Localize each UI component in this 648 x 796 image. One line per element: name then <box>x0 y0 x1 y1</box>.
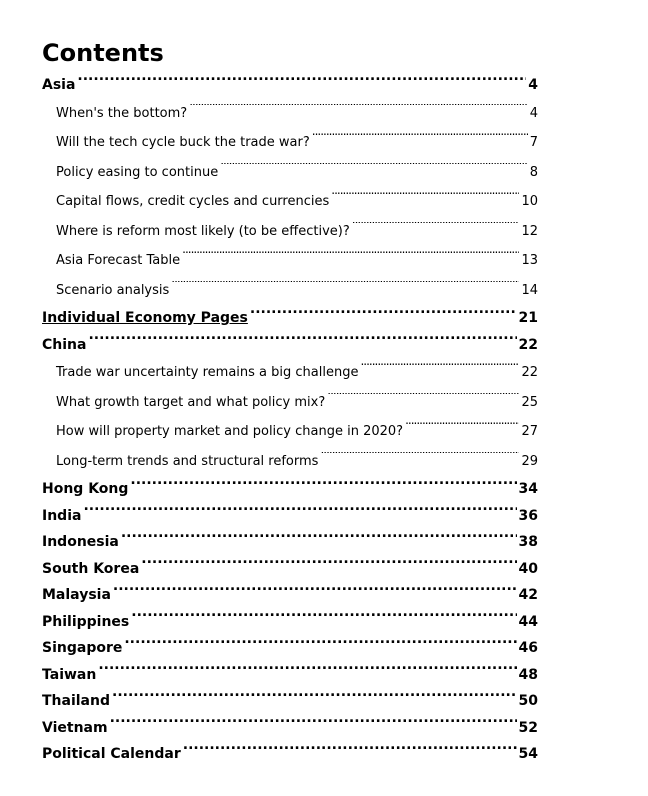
dot-leader <box>250 308 517 322</box>
toc-entry-label: Scenario analysis <box>56 282 170 298</box>
toc-entry-page-number: 40 <box>518 560 538 577</box>
dot-leader <box>352 222 520 235</box>
toc-entry-page-number: 8 <box>529 164 538 180</box>
toc-entry[interactable] <box>42 99 538 129</box>
toc-entry-label: Hong Kong <box>42 481 129 497</box>
toc-entry-label: Political Calendar <box>42 746 181 762</box>
toc-entry-page-number: 4 <box>529 105 538 121</box>
toc-entry-label: China <box>42 336 87 353</box>
dot-leader <box>98 665 516 679</box>
toc-entry[interactable] <box>42 476 538 503</box>
toc-entry[interactable] <box>42 741 538 768</box>
toc-entry-label: When's the bottom? <box>56 105 188 121</box>
dot-leader <box>183 744 517 758</box>
toc-entry-page-number: 42 <box>518 587 538 603</box>
toc-entry[interactable] <box>42 662 538 689</box>
dot-leader <box>182 251 519 264</box>
toc-entry[interactable] <box>42 503 538 530</box>
toc-entry-label: Asia Forecast Table <box>56 253 181 268</box>
toc-entry-page-number: 14 <box>521 282 538 298</box>
toc-entry[interactable] <box>42 582 538 609</box>
dot-leader <box>320 452 519 465</box>
contents-page <box>42 36 538 768</box>
dot-leader <box>141 559 516 573</box>
dot-leader <box>131 612 516 626</box>
toc-entry-label: Where is reform most likely (to be effective)? <box>56 223 350 239</box>
table-of-contents <box>42 72 538 768</box>
toc-entry-label: Vietnam <box>42 719 108 736</box>
toc-entry-page-number: 52 <box>518 719 538 736</box>
toc-entry[interactable] <box>42 72 538 99</box>
dot-leader <box>83 506 516 520</box>
toc-entry-page-number: 54 <box>518 746 538 762</box>
toc-entry-label: Long-term trends and structural reforms <box>56 453 319 469</box>
toc-entry-page-number: 38 <box>518 534 538 550</box>
dot-leader <box>113 585 517 599</box>
toc-entry-label: Singapore <box>42 640 123 656</box>
toc-entry[interactable] <box>42 388 538 418</box>
toc-entry-label: Thailand <box>42 693 110 709</box>
toc-entry-page-number: 29 <box>521 453 538 469</box>
toc-entry[interactable] <box>42 635 538 662</box>
dot-leader <box>405 422 519 435</box>
dot-leader <box>110 718 517 732</box>
toc-entry-page-number: 27 <box>521 424 538 439</box>
dot-leader <box>130 479 516 493</box>
toc-entry-page-number: 4 <box>528 77 538 93</box>
toc-entry[interactable] <box>42 332 538 359</box>
toc-entry[interactable] <box>42 417 538 447</box>
dot-leader <box>220 163 528 176</box>
dot-leader <box>331 192 519 205</box>
toc-entry[interactable] <box>42 187 538 217</box>
toc-entry-label: Individual Economy Pages <box>42 310 248 326</box>
toc-entry-page-number: 48 <box>518 666 538 683</box>
toc-entry-page-number: 44 <box>518 613 538 630</box>
toc-entry[interactable] <box>42 158 538 188</box>
dot-leader <box>124 638 516 652</box>
toc-entry-label: South Korea <box>42 560 140 577</box>
toc-entry[interactable] <box>42 715 538 742</box>
page-title: Contents <box>42 39 164 67</box>
toc-entry-page-number: 46 <box>518 640 538 656</box>
toc-entry[interactable] <box>42 529 538 556</box>
toc-entry-label: How will property market and policy change in 2020? <box>56 424 404 439</box>
dot-leader <box>189 104 528 117</box>
toc-entry-page-number: 13 <box>521 253 538 268</box>
dot-leader <box>88 335 516 349</box>
toc-entry[interactable] <box>42 609 538 636</box>
toc-entry-label: Philippines <box>42 613 130 630</box>
toc-entry[interactable] <box>42 276 538 306</box>
toc-entry-label: Taiwan <box>42 666 97 683</box>
toc-entry-label: India <box>42 507 82 524</box>
toc-entry-page-number: 10 <box>521 194 538 209</box>
toc-entry-page-number: 12 <box>521 223 538 239</box>
dot-leader <box>112 691 517 705</box>
dot-leader <box>327 393 519 406</box>
toc-entry-label: Indonesia <box>42 534 119 550</box>
dot-leader <box>312 133 528 146</box>
toc-entry-label: Capital flows, credit cycles and currencies <box>56 194 330 209</box>
toc-entry-label: Trade war uncertainty remains a big challenge <box>56 365 359 380</box>
toc-entry[interactable] <box>42 305 538 332</box>
toc-entry[interactable] <box>42 358 538 388</box>
dot-leader <box>360 363 519 376</box>
toc-entry[interactable] <box>42 246 538 276</box>
toc-entry[interactable] <box>42 556 538 583</box>
toc-entry-page-number: 22 <box>518 336 538 353</box>
dot-leader <box>121 532 517 546</box>
toc-entry-label: Will the tech cycle buck the trade war? <box>56 135 310 150</box>
toc-entry[interactable] <box>42 688 538 715</box>
toc-entry[interactable] <box>42 128 538 158</box>
dot-leader <box>171 281 519 294</box>
toc-entry-page-number: 34 <box>518 481 538 497</box>
toc-entry[interactable] <box>42 447 538 477</box>
toc-entry-page-number: 25 <box>521 394 538 410</box>
dot-leader <box>77 75 526 89</box>
toc-entry-page-number: 22 <box>521 365 538 380</box>
toc-entry-label: Policy easing to continue <box>56 164 219 180</box>
toc-entry-page-number: 36 <box>518 507 538 524</box>
toc-entry-page-number: 50 <box>518 693 538 709</box>
toc-entry-label: What growth target and what policy mix? <box>56 394 326 410</box>
toc-entry-label: Malaysia <box>42 587 111 603</box>
toc-entry-page-number: 7 <box>529 135 538 150</box>
toc-entry-page-number: 21 <box>518 310 538 326</box>
toc-entry-label: Asia <box>42 77 76 93</box>
toc-entry[interactable] <box>42 217 538 247</box>
